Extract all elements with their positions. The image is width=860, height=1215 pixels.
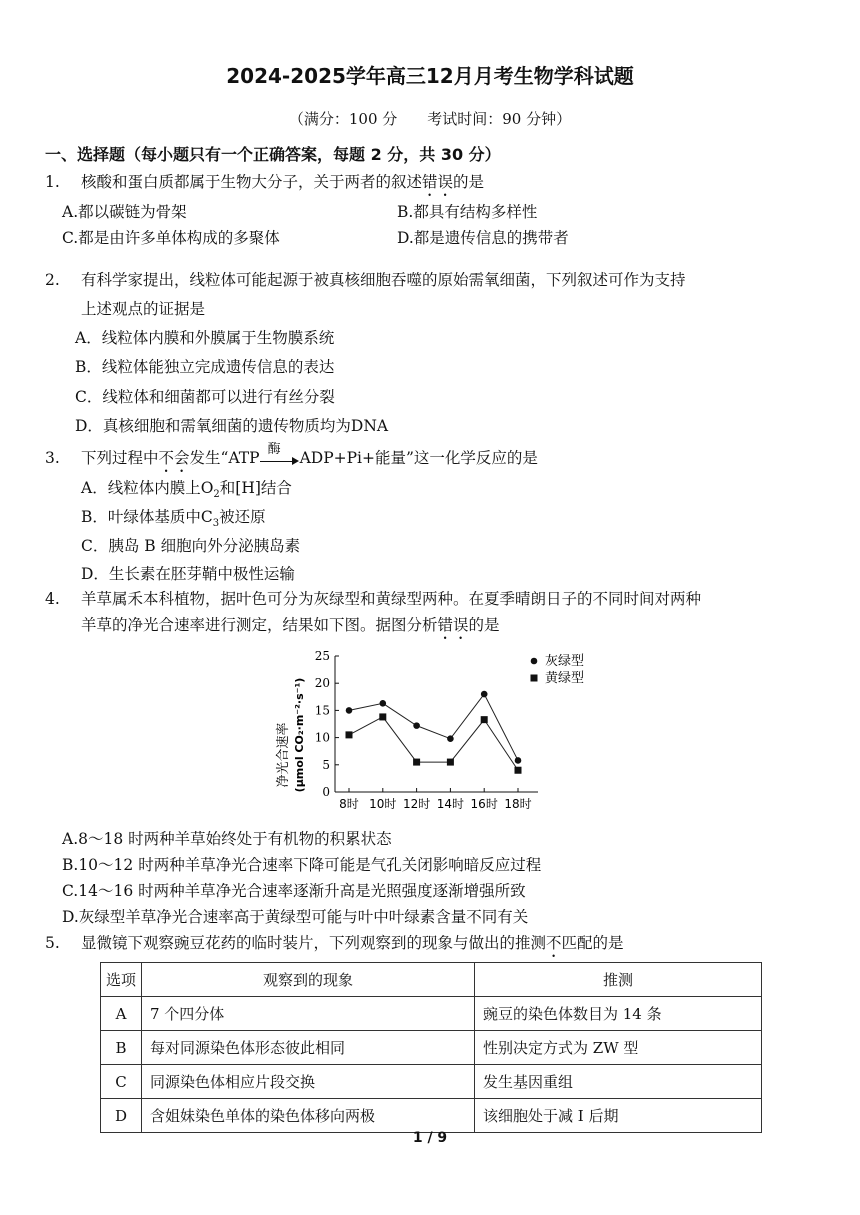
series-line-0: [349, 694, 518, 760]
q1-option-d: D.都是遗传信息的携带者: [397, 229, 569, 247]
y-tick-label: 0: [322, 785, 330, 799]
table-header-cell: 推测: [475, 963, 762, 997]
q4-option-d: D.灰绿型羊草净光合速率高于黄绿型可能与叶中叶绿素含量不同有关: [62, 908, 529, 926]
legend-label: 黄绿型: [545, 671, 585, 686]
chart-lines: [349, 694, 518, 770]
table-cell: C: [101, 1065, 142, 1099]
q2-option-b: B．线粒体能独立完成遗传信息的表达: [75, 358, 335, 376]
table-row: [101, 1031, 762, 1065]
data-point: [515, 757, 522, 764]
data-point: [380, 700, 387, 707]
enzyme-label: 酶: [267, 442, 281, 457]
question-5-stem: 5. 显微镜下观察豌豆花药的临时装片，下列观察到的现象与做出的推测不匹配的是: [45, 934, 624, 952]
question-2-stem-cont: 上述观点的证据是: [81, 300, 206, 318]
question-4-stem: 4. 羊草属禾本科植物，据叶色可分为灰绿型和黄绿型两种。在夏季晴朗日子的不同时间对两种: [45, 590, 702, 608]
q4-option-b: B.10～12 时两种羊草净光合速率下降可能是气孔关闭影响暗反应过程: [62, 856, 542, 874]
table-row: [101, 1065, 762, 1099]
y-tick-label: 25: [314, 649, 330, 663]
table-cell: D: [101, 1099, 142, 1133]
question-number: 2.: [45, 271, 60, 289]
q1-option-c: C.都是由许多单体构成的多聚体: [62, 229, 280, 247]
data-point: [515, 767, 522, 774]
data-point: [447, 735, 454, 742]
q3-option-a: A．线粒体内膜上$O_2$和[H]结合: [81, 479, 292, 501]
table-cell: 该细胞处于减 I 后期: [475, 1099, 762, 1133]
q2-option-a: A．线粒体内膜和外膜属于生物膜系统: [75, 329, 335, 347]
data-point: [413, 759, 420, 766]
question-number: 5.: [45, 934, 60, 952]
chart-axes: [335, 656, 538, 792]
table-cell: 每对同源染色体形态彼此相同: [142, 1031, 475, 1065]
table-cell: 性别决定方式为 ZW 型: [475, 1031, 762, 1065]
q2-option-d: D．真核细胞和需氧细菌的遗传物质均为DNA: [75, 417, 389, 435]
y-tick-label: 10: [314, 730, 330, 745]
chart-ticks: [315, 649, 532, 811]
y-axis-unit: (μmol CO₂·m⁻²·s⁻¹): [293, 677, 306, 793]
y-tick-label: 20: [314, 676, 330, 691]
legend-marker: [531, 675, 538, 682]
q3-option-d: D．生长素在胚芽鞘中极性运输: [81, 565, 295, 583]
table-cell: A: [101, 997, 142, 1031]
question-number: 3.: [45, 449, 60, 467]
emphasis: 错误: [422, 173, 454, 191]
data-point: [346, 707, 353, 714]
emphasis: 错误: [437, 616, 469, 634]
emphasis: 不: [546, 934, 562, 952]
table-cell: 发生基因重组: [475, 1065, 762, 1099]
x-tick-label: 12时: [402, 797, 431, 811]
q5-table: [100, 962, 762, 1133]
data-point: [346, 731, 353, 738]
table-row: [101, 997, 762, 1031]
data-point: [481, 691, 488, 698]
y-tick-label: 15: [314, 703, 330, 718]
y-tick-label: 5: [322, 757, 330, 772]
x-tick-label: 10时: [369, 797, 397, 811]
question-number: 4.: [45, 590, 60, 608]
q1-option-a: A.都以碳链为骨架: [62, 203, 187, 221]
x-tick-label: 16时: [470, 797, 498, 811]
data-point: [379, 713, 386, 720]
emphasis: 不会: [158, 449, 190, 467]
legend-label: 灰绿型: [545, 654, 585, 669]
table-cell: 7 个四分体: [142, 997, 475, 1031]
question-2-stem: 2. 有科学家提出，线粒体可能起源于被真核细胞吞噬的原始需氧细菌，下列叙述可作为支持: [45, 271, 686, 289]
q4-option-a: A.8～18 时两种羊草始终处于有机物的积累状态: [62, 830, 392, 848]
table-header-cell: 观察到的现象: [142, 963, 475, 997]
data-point: [481, 716, 488, 723]
q1-option-b: B.都具有结构多样性: [397, 203, 538, 221]
page-title: 2024-2025学年高三12月月考生物学科试题: [226, 64, 634, 88]
question-1-stem: 1. 核酸和蛋白质都属于生物大分子，关于两者的叙述错误的是: [45, 173, 485, 191]
section-heading: 一、选择题（每小题只有一个正确答案，每题 2 分，共 30 分）: [45, 145, 501, 164]
exam-info: （满分：100 分 考试时间：90 分钟）: [288, 110, 572, 128]
table-header-row: [101, 963, 762, 997]
x-tick-label: 14时: [436, 797, 465, 811]
q3-option-c: C．胰岛 B 细胞向外分泌胰岛素: [81, 537, 301, 555]
table-row: [101, 1099, 762, 1133]
legend-marker: [531, 658, 538, 665]
data-point: [447, 759, 454, 766]
net-photosynthesis-chart: [260, 645, 600, 825]
chart-legend: [531, 653, 585, 686]
y-axis-label: 净光合速率: [276, 722, 291, 788]
question-number: 1.: [45, 173, 60, 191]
x-tick-label: 8时: [339, 797, 359, 811]
data-point: [413, 722, 420, 729]
q4-option-c: C.14～16 时两种羊草净光合速率逐渐升高是光照强度逐渐增强所致: [62, 882, 526, 900]
q2-option-c: C．线粒体和细菌都可以进行有丝分裂: [75, 388, 335, 406]
x-tick-label: 18时: [504, 797, 532, 811]
series-line-1: [349, 717, 518, 770]
question-4-stem-cont: 羊草的净光合速率进行测定，结果如下图。据图分析错误的是: [81, 616, 500, 634]
reaction-arrow: [260, 442, 300, 468]
question-3-stem: 3. 下列过程中不会发生“ATP 酶 ADP+Pi+能量”这一化学反应的是: [45, 446, 538, 476]
page-number: 1 / 9: [412, 1130, 448, 1146]
q3-option-b: B．叶绿体基质中$C_3$被还原: [81, 508, 266, 530]
table-header-cell: 选项: [101, 963, 142, 997]
table-cell: 同源染色体相应片段交换: [142, 1065, 475, 1099]
table-cell: 含姐妹染色单体的染色体移向两极: [142, 1099, 475, 1133]
table-cell: B: [101, 1031, 142, 1065]
table-cell: 豌豆的染色体数目为 14 条: [475, 997, 762, 1031]
